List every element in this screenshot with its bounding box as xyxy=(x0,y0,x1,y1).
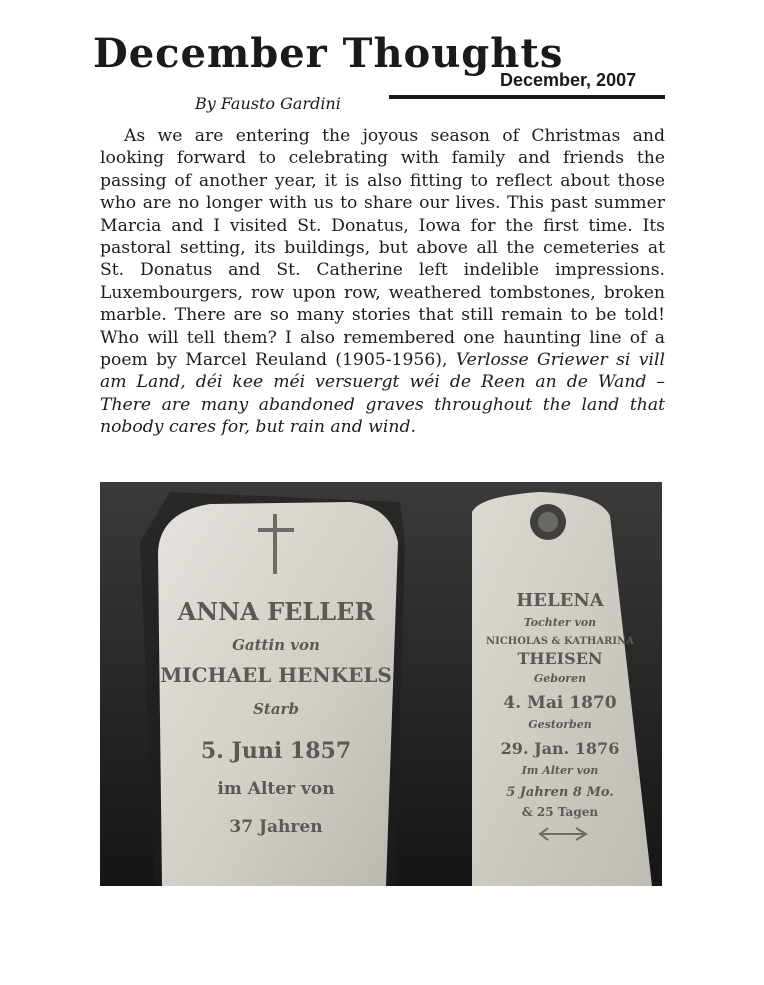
right-stone-line: HELENA xyxy=(516,590,604,611)
right-stone-line: THEISEN xyxy=(517,649,603,668)
right-stone-line: 4. Mai 1870 xyxy=(503,693,617,713)
poem-quote: Verlosse Griewer si vill am Land, déi kee méi versuergt wéi de Reen an de Wand – There are many abandoned graves throughout the land that nobody cares for, but rain and wind. xyxy=(100,350,665,438)
tombstones-photo xyxy=(100,482,662,886)
right-stone-line: NICHOLAS & KATHARINA xyxy=(486,636,634,647)
right-stone-line: 29. Jan. 1876 xyxy=(500,739,620,758)
right-stone-line: Tochter von xyxy=(523,616,597,629)
right-stone-line: Gestorben xyxy=(528,718,592,731)
right-stone-line: Im Alter von xyxy=(521,764,599,777)
left-stone-line: ANNA FELLER xyxy=(177,597,375,626)
tombstones-illustration xyxy=(100,482,662,886)
article-paragraph xyxy=(100,125,665,439)
right-stone-line: & 25 Tagen xyxy=(521,805,599,819)
header-rule xyxy=(389,95,665,99)
left-stone-line: Gattin von xyxy=(232,636,320,654)
left-stone-line: 37 Jahren xyxy=(229,817,323,837)
left-stone-line: im Alter von xyxy=(217,779,335,799)
left-stone-line: Starb xyxy=(253,700,299,718)
article-title: December Thoughts xyxy=(93,30,564,77)
right-stone-line: Geboren xyxy=(533,672,587,685)
left-stone-line: MICHAEL HENKELS xyxy=(160,663,392,687)
right-stone-line: 5 Jahren 8 Mo. xyxy=(506,785,614,800)
issue-date: December, 2007 xyxy=(500,70,637,90)
author-byline: By Fausto Gardini xyxy=(195,94,341,113)
paragraph-plain-text: As we are entering the joyous season of Christmas and looking forward to celebrating with family and friends the passing of another year, it is also fitting to reflect about those who are no longer with us to share our lives. This past summer Marcia and I visited St. Donatus, Iowa for the first time. Its pastoral setting, its buildings, but above all the cemeteries at St. Donatus and St. Catherine left indelible impressions. Luxembourgers, row upon row, weathered tombstones, broken marble. There are so many stories that still remain to be told! Who will tell them? I also remembered one haunting line of a poem by Marcel Reuland (1905-1956), xyxy=(100,126,665,371)
left-stone-line: 5. Juni 1857 xyxy=(200,738,352,764)
